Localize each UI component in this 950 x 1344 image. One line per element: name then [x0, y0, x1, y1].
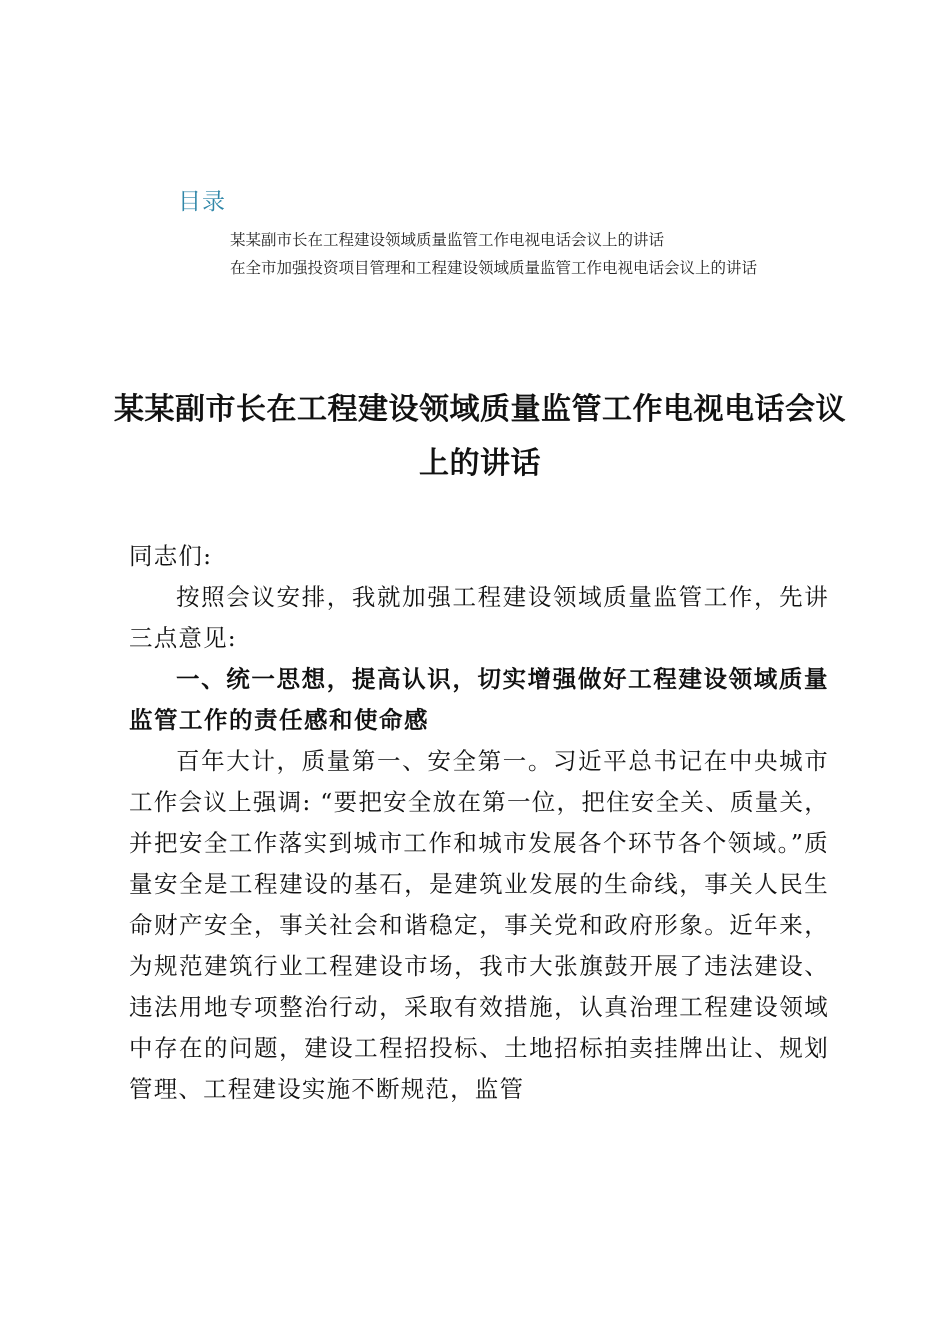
- intro-paragraph: 按照会议安排，我就加强工程建设领域质量监管工作，先讲三点意见:: [129, 583, 829, 652]
- salutation: 同志们:: [129, 542, 213, 570]
- toc-list: [230, 226, 870, 282]
- document-body: [129, 536, 829, 1110]
- toc-heading: 目录: [178, 189, 226, 215]
- body-paragraph: 百年大计，质量第一、安全第一。习近平总书记在中央城市工作会议上强调: “要把安全放在第一位，把住安全关、质量关，并把安全工作落实到城市工作和城市发展各个环节各个领域。”质量安全是工程建设的基石，是建筑业发展的生命线，事关人民生命财产安全，事关社会和谐稳定，事关党和政府形象。近年来，为规范建筑行业工程建设市场，我市大张旗鼓开展了违法建设、违法用地专项整治行动，采取有效措施，认真治理工程建设领域中存在的问题，建设工程招投标、土地招标拍卖挂牌出让、规划管理、工程建设实施不断规范，监管: [129, 747, 829, 1103]
- toc-item[interactable]: 在全市加强投资项目管理和工程建设领域质量监管工作电视电话会议上的讲话: [230, 259, 758, 277]
- section-heading: 一、统一思想，提高认识，切实增强做好工程建设领域质量监管工作的责任感和使命感: [129, 665, 829, 734]
- document-title: 某某副市长在工程建设领域质量监管工作电视电话会议上的讲话: [114, 392, 846, 481]
- toc-item[interactable]: 某某副市长在工程建设领域质量监管工作电视电话会议上的讲话: [230, 231, 665, 249]
